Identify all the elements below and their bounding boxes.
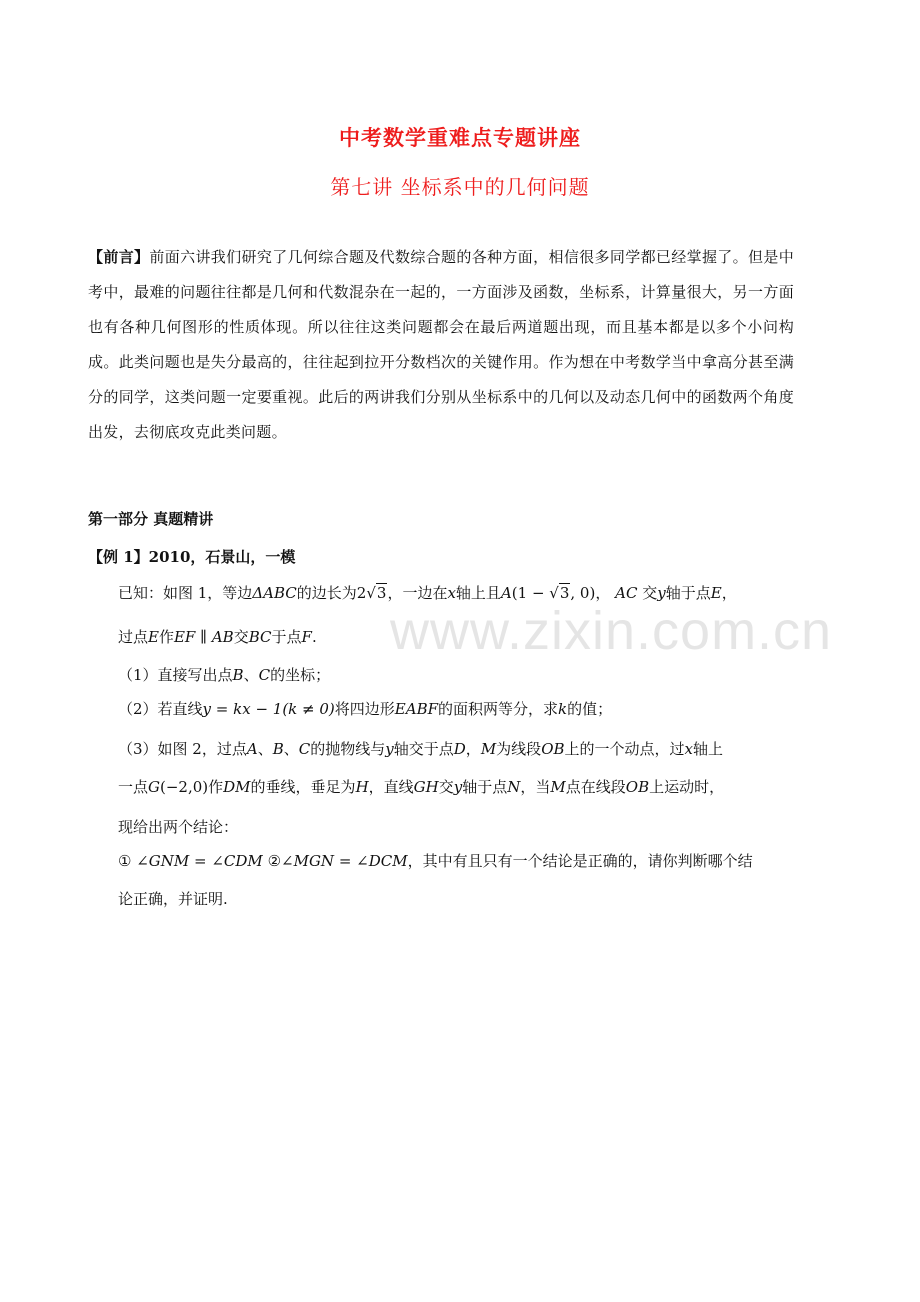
text: 的坐标； bbox=[270, 666, 331, 684]
math: k bbox=[558, 700, 568, 718]
math: B bbox=[232, 666, 244, 684]
math: E bbox=[148, 628, 159, 646]
example-heading: 【例 1】2010，石景山，一模 bbox=[88, 548, 296, 566]
text: ，其中有且只有一个结论是正确的，请你判断哪个结 bbox=[407, 852, 753, 870]
text: （3）如图 2，过点 bbox=[118, 740, 247, 758]
text: ，当 bbox=[520, 778, 551, 796]
text: 交 bbox=[438, 778, 454, 796]
text: 、 bbox=[283, 740, 299, 758]
math: x bbox=[447, 584, 456, 602]
text: 轴交于点 bbox=[393, 740, 454, 758]
math: E bbox=[710, 584, 722, 602]
text: 上的一个动点，过 bbox=[564, 740, 685, 758]
math: ∠MGN = ∠DCM bbox=[281, 852, 408, 870]
text: 于点 bbox=[271, 628, 302, 646]
math: GH bbox=[413, 778, 439, 796]
text: ① bbox=[118, 852, 137, 870]
math: AB bbox=[211, 628, 234, 646]
watermark: www.zixin.com.cn bbox=[390, 601, 833, 661]
math: D bbox=[453, 740, 466, 758]
math: M bbox=[550, 778, 566, 796]
math: ∠GNM = ∠CDM bbox=[136, 852, 263, 870]
problem-line-4 bbox=[118, 698, 612, 719]
text: ，直线 bbox=[368, 778, 414, 796]
math: (1 − bbox=[511, 584, 550, 602]
text: 过点 bbox=[118, 628, 149, 646]
text: 一点 bbox=[118, 778, 149, 796]
math: EF bbox=[173, 628, 196, 646]
text: 将四边形 bbox=[334, 700, 395, 718]
text: 的面积两等分，求 bbox=[438, 700, 559, 718]
text: 交 bbox=[642, 584, 658, 602]
problem-line-2 bbox=[118, 626, 317, 647]
math: M bbox=[480, 740, 497, 758]
preface-paragraph bbox=[88, 240, 794, 450]
math: DM bbox=[223, 778, 251, 796]
math: x bbox=[684, 740, 693, 758]
text: （2）若直线 bbox=[118, 700, 203, 718]
math: OB bbox=[541, 740, 565, 758]
problem-line-7: 现给出两个结论： bbox=[118, 818, 239, 836]
math: AC bbox=[615, 584, 638, 602]
text: 交 bbox=[233, 628, 249, 646]
math: C bbox=[258, 666, 271, 684]
math: y bbox=[453, 778, 463, 796]
math: y bbox=[657, 584, 666, 602]
text: . bbox=[311, 628, 317, 646]
text: 的值； bbox=[567, 700, 613, 718]
math: (−2,0) bbox=[160, 778, 209, 796]
lecture-subtitle: 第七讲 坐标系中的几何问题 bbox=[330, 175, 590, 199]
problem-line-9: 论正确，并证明. bbox=[118, 890, 228, 908]
math: G bbox=[148, 778, 160, 796]
text: 为线段 bbox=[496, 740, 542, 758]
math-sqrt: 3 bbox=[559, 584, 570, 602]
math: y bbox=[385, 740, 394, 758]
text: 、 bbox=[243, 666, 259, 684]
problem-line-3 bbox=[118, 664, 330, 685]
text: 轴上且 bbox=[455, 584, 501, 602]
text: 、 bbox=[257, 740, 273, 758]
text: （1）直接写出点 bbox=[118, 666, 233, 684]
math: B bbox=[272, 740, 284, 758]
math: A bbox=[246, 740, 258, 758]
preface-tag: 【前言】 bbox=[88, 248, 150, 266]
preface-text: 前面六讲我们研究了几何综合题及代数综合题的各种方面，相信很多同学都已经掌握了。但是中考中，最难的问题往往都是几何和代数混杂在一起的，一方面涉及函数，坐标系，计算量很大，另一方面也有各种几何图形的性质体现。所以往往这类问题都会在最后两道题出现，而且基本都是以多个小问构成。此类问题也是失分最高的，往往起到拉开分数档次的关键作用。作为想在中考数学当中拿高分甚至满分的同学，这类问题一定要重视。此后的两讲我们分别从坐标系中的几何以及动态几何中的函数两个角度出发，去彻底攻克此类问题。 bbox=[88, 248, 795, 441]
text: 轴于点 bbox=[462, 778, 508, 796]
text: 轴上 bbox=[693, 740, 724, 758]
text: ， bbox=[595, 584, 611, 602]
math: y = kx − 1 bbox=[202, 700, 283, 718]
text: 作 bbox=[158, 628, 174, 646]
math-sqrt: 3 bbox=[376, 584, 387, 602]
text: ， bbox=[721, 584, 737, 602]
text: 已知：如图 1，等边 bbox=[118, 584, 253, 602]
text: 上运动时， bbox=[649, 778, 725, 796]
math: OB bbox=[625, 778, 650, 796]
text: ，一边在 bbox=[387, 584, 448, 602]
math: 2 bbox=[356, 584, 367, 602]
math: EABF bbox=[394, 700, 439, 718]
math: H bbox=[355, 778, 369, 796]
math: ΔABC bbox=[252, 584, 297, 602]
math: F bbox=[301, 628, 312, 646]
problem-line-8 bbox=[118, 850, 753, 871]
problem-line-1: 已知：如图 1，等边ΔABC的边长为2√3，一边在x轴上且A(1 − √3, 0)， AC 交y轴于点E， bbox=[118, 584, 737, 602]
math: BC bbox=[248, 628, 272, 646]
math: C bbox=[298, 740, 311, 758]
text: 轴于点 bbox=[665, 584, 711, 602]
section-heading: 第一部分 真题精讲 bbox=[88, 510, 214, 528]
text: 作 bbox=[208, 778, 224, 796]
text: ， bbox=[465, 740, 481, 758]
text: 点在线段 bbox=[565, 778, 626, 796]
text: 的抛物线与 bbox=[310, 740, 386, 758]
text: ② bbox=[262, 852, 282, 870]
text: 的边长为 bbox=[296, 584, 357, 602]
math: , 0) bbox=[570, 584, 596, 602]
text: 的垂线，垂足为 bbox=[250, 778, 356, 796]
math: (k ≠ 0) bbox=[282, 700, 335, 718]
math: ∥ bbox=[200, 628, 208, 646]
page-title: 中考数学重难点专题讲座 bbox=[339, 125, 581, 150]
problem-line-6 bbox=[118, 776, 724, 797]
math: N bbox=[507, 778, 521, 796]
math: A bbox=[500, 584, 512, 602]
problem-line-5 bbox=[118, 738, 723, 759]
